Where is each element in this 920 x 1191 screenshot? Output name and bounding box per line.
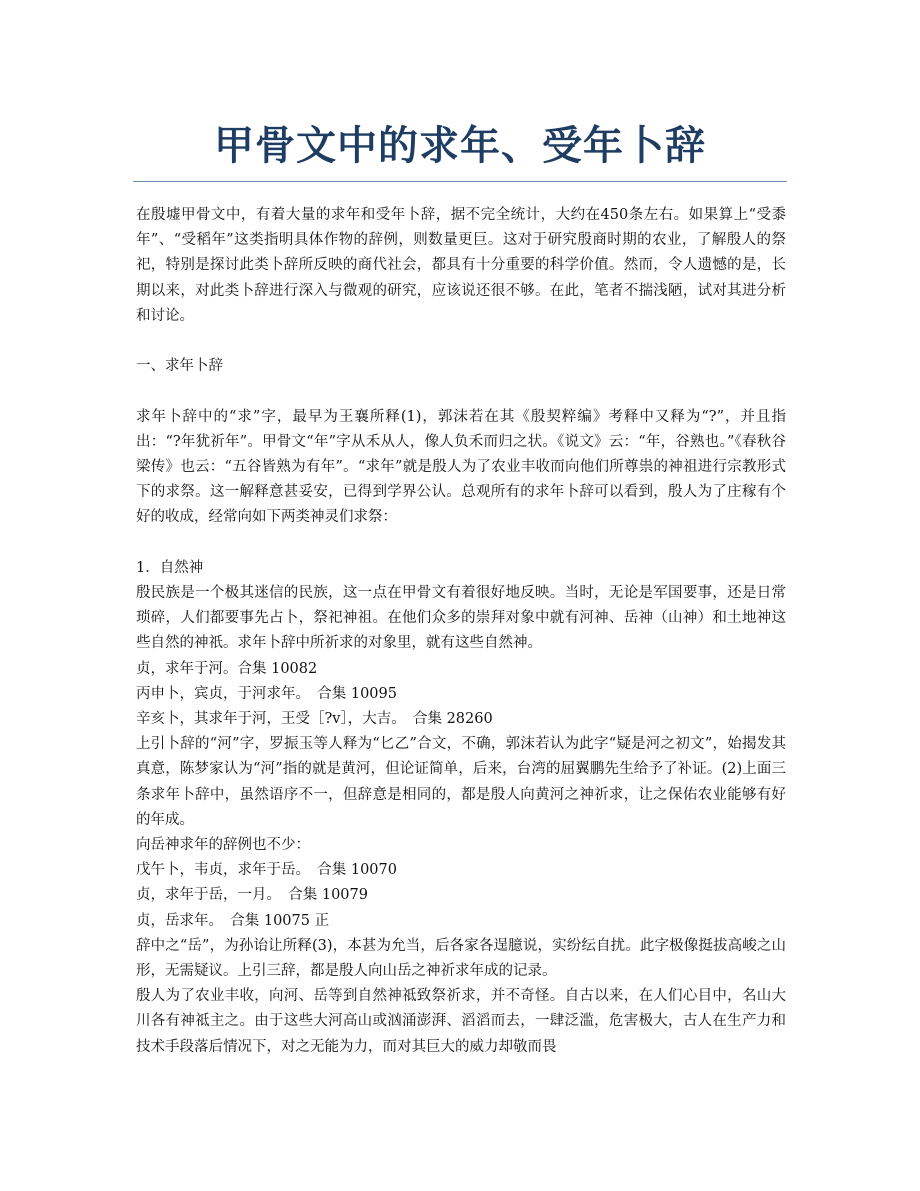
inscription-entry: 辛亥卜，其求年于河，王受［?v］，大吉。 合集 28260 bbox=[136, 711, 493, 728]
he-commentary-paragraph: 上引卜辞的“河”字，罗振玉等人释为“匕乙”合文，不确，郭沫若认为此字“疑是河之初文”，始揭发其真意，陈梦家认为“河”指的就是黄河，但论证简单，后来，台湾的屈翼鹏先生给予了补证。(2)上面三条求年卜辞中，虽然语序不一，但辞意是相同的，都是殷人向黄河之神祈求，让之保佑农业能够有好的年成。 bbox=[136, 736, 786, 828]
yue-commentary-paragraph: 辞中之“岳”，为孙诒让所释(3)，本甚为允当，后各家各逞臆说，实纷纭自扰。此字极像挺拔高峻之山形，无需疑议。上引三辞，都是殷人向山岳之神祈求年成的记录。 bbox=[136, 937, 786, 980]
intro-paragraph: 在殷墟甲骨文中，有着大量的求年和受年卜辞，据不完全统计，大约在450条左右。如果算上“受黍年”、“受稻年”这类指明具体作物的辞例，则数量更巨。这对于研究殷商时期的农业，了解殷人的祭祀，特别是探讨此类卜辞所反映的商代社会，都具有十分重要的科学价值。然而，令人遗憾的是，长期以来，对此类卜辞进行深入与微观的研究，应该说还很不够。在此，笔者不揣浅陋，试对其进分析和讨论。 bbox=[136, 207, 786, 324]
inscription-entry: 贞，岳求年。 合集 10075 正 bbox=[136, 912, 330, 929]
section-heading: 一、求年卜辞 bbox=[136, 358, 223, 375]
yue-intro-line: 向岳神求年的辞例也不少： bbox=[136, 837, 310, 854]
spacer bbox=[136, 531, 786, 556]
section-paragraph: 求年卜辞中的“求”字，最早为王襄所释(1)，郭沫若在其《殷契粹编》考释中又释为“?”，并且指出：“?年犹祈年”。甲骨文“年”字从禾从人，像人负禾而归之状。《说文》云：“年，谷熟也。”《春秋谷梁传》也云：“五谷皆熟为有年”。“求年”就是殷人为了农业丰收而向他们所尊祟的神祖进行宗教形式下的求祭。这一解释意甚妥安，已得到学界公认。总观所有的求年卜辞可以看到，殷人为了庄稼有个好的收成，经常向如下两类神灵们求祭： bbox=[136, 408, 786, 526]
title-divider bbox=[133, 181, 787, 182]
spacer bbox=[136, 379, 786, 404]
inscription-entry: 戊午卜，韦贞，求年于岳。 合集 10070 bbox=[136, 862, 397, 879]
subsection-heading: 1．自然神 bbox=[136, 559, 204, 576]
closing-paragraph: 殷人为了农业丰收，向河、岳等到自然神祗致祭祈求，并不奇怪。自古以来，在人们心目中，名山大川各有神祗主之。由于这些大河高山或汹涌澎湃、滔滔而去，一肆泛滥，危害极大，古人在生产力和技术手段落后情况下，对之无能为力，而对其巨大的威力却敬而畏 bbox=[136, 988, 786, 1055]
subsection-paragraph: 殷民族是一个极其迷信的民族，这一点在甲骨文有着很好地反映。当时，无论是军国要事，还是日常琐碎，人们都要事先占卜，祭祀神祖。在他们众多的崇拜对象中就有河神、岳神（山神）和土地神这些自然的神祇。求年卜辞中所祈求的对象里，就有这些自然神。 bbox=[136, 585, 786, 652]
inscription-entry: 贞，求年于河。合集 10082 bbox=[136, 660, 318, 677]
document-body bbox=[136, 203, 786, 1060]
inscription-entry: 贞，求年于岳，一月。 合集 10079 bbox=[136, 887, 368, 904]
inscription-entry: 丙申卜，宾贞，于河求年。 合集 10095 bbox=[136, 685, 397, 702]
document-title: 甲骨文中的求年、受年卜辞 bbox=[214, 123, 706, 169]
spacer bbox=[136, 329, 786, 354]
